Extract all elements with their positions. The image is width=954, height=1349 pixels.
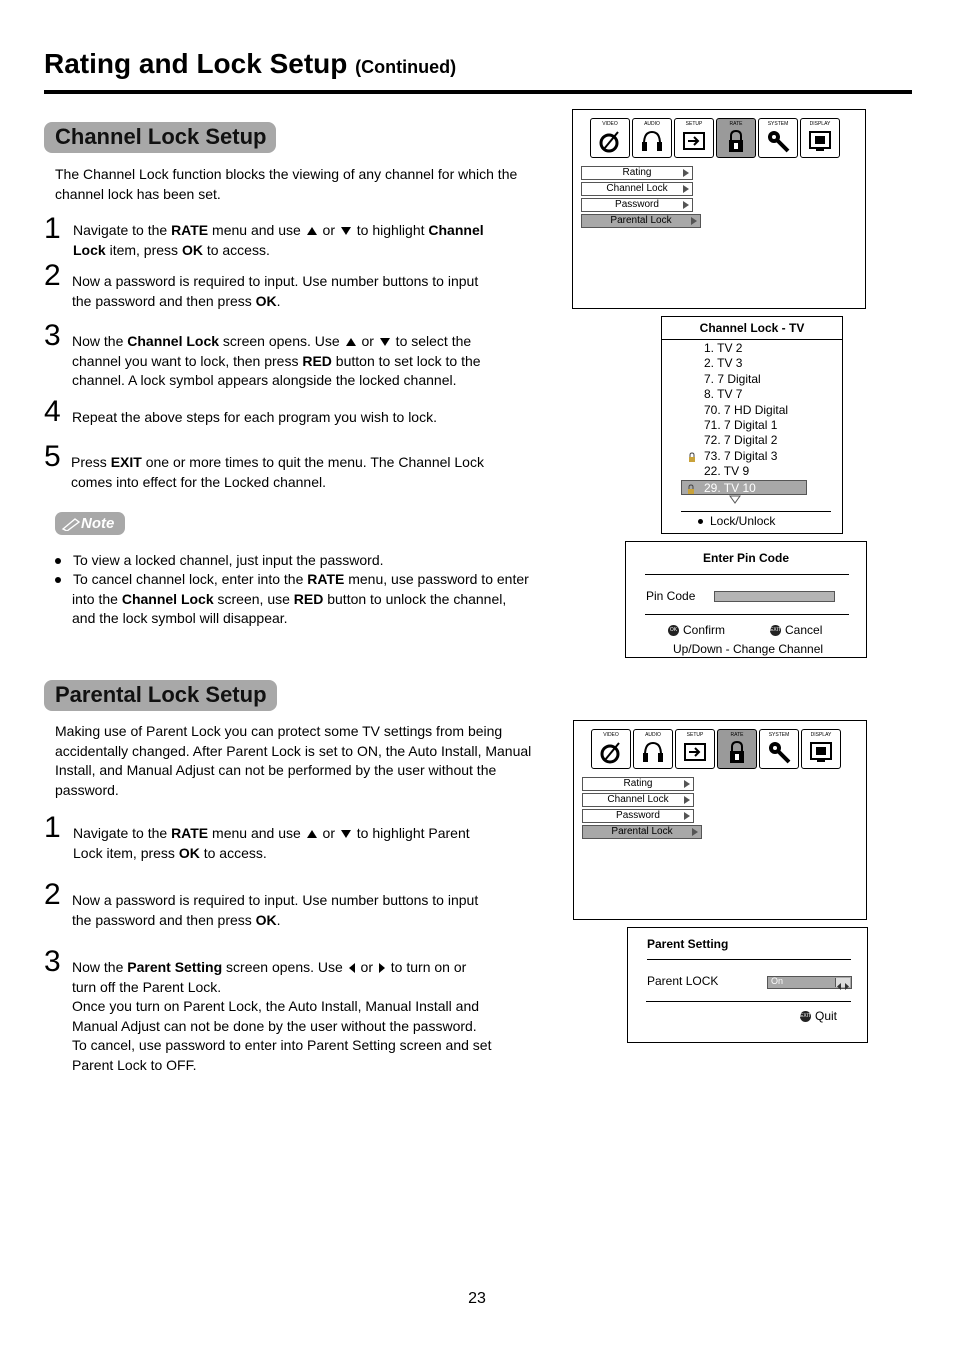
note-1: To view a locked channel, just input the password. [55,551,555,571]
setup-icon[interactable]: SETUP [674,118,714,158]
channel-item[interactable]: 7. 7 Digital [704,371,761,386]
step-number: 5 [44,440,61,473]
pin-dialog-title: Enter Pin Code [702,551,789,565]
channel-list [662,340,842,495]
channel-lock-title: Channel Lock - TV [662,317,842,340]
divider [647,959,851,960]
channel-item[interactable]: 70. 7 HD Digital [704,402,789,417]
channel-item[interactable]: 22. TV 9 [704,464,750,479]
down-arrow-icon [341,830,351,838]
rate-icon[interactable]: RATE [717,729,757,769]
lock-unlock-hint: Lock/Unlock [698,513,775,529]
menu-item-channel-lock[interactable]: Channel Lock [581,182,693,196]
page-number: 23 [468,1290,486,1307]
channel-item[interactable]: 71. 7 Digital 1 [704,417,778,432]
menu-item-channel-lock[interactable]: Channel Lock [582,793,694,807]
step-number: 4 [44,395,61,428]
exit-button-icon: EXIT [800,1011,811,1022]
page-title [44,48,456,80]
ok-button-icon: OK [668,625,679,636]
title-text: Rating and Lock Setup [44,48,348,79]
rate-icon[interactable]: RATE [716,118,756,158]
parent-lock-label: Parent LOCK [647,974,719,988]
cancel-hint[interactable]: EXIT Cancel [770,623,823,637]
video-icon[interactable]: VIDEO [590,118,630,158]
channel-item[interactable]: 72. 7 Digital 2 [704,433,778,448]
pin-code-dialog [625,541,867,658]
left-arrow-icon [349,963,355,973]
channel-item[interactable]: 1. TV 2 [704,341,743,355]
parental-lock-heading: Parental Lock Setup [44,680,277,711]
system-icon[interactable]: SYSTEM [758,118,798,158]
title-suffix: (Continued) [355,57,457,77]
channel-item[interactable]: 8. TV 7 [704,387,743,402]
parental-lock-step-2: Now a password is required to input. Use number buttons to input the password and then press OK. [72,892,479,928]
step-number: 1 [44,212,61,245]
parent-setting-title: Parent Setting [647,937,729,951]
rate-menu-list [582,777,702,841]
left-right-arrows-icon[interactable] [835,978,850,987]
channel-lock-step-3: Now the Channel Lock screen opens. Use or to select the channel you want to lock, then press RED button to set lock to the channel. A lock symbol appears alongside the locked channel. [72,333,481,388]
menu-item-rating[interactable]: Rating [581,166,693,180]
pin-code-input[interactable] [714,591,835,602]
scroll-down-icon[interactable] [729,495,741,504]
menu-item-password[interactable]: Password [582,809,694,823]
lock-icon [687,484,695,494]
step-number: 3 [44,319,61,352]
display-icon[interactable]: DISPLAY [801,729,841,769]
channel-lock-intro: The Channel Lock function blocks the viewing of any channel for which the channel lock has been set. [55,166,518,202]
menu-icon-bar [591,729,841,769]
menu-icon-bar [590,118,840,158]
pin-code-label: Pin Code [646,589,696,603]
divider [646,1001,851,1002]
note-badge [55,512,125,535]
divider [681,511,831,512]
menu-item-parental-lock[interactable]: Parental Lock [581,214,701,228]
menu-item-rating[interactable]: Rating [582,777,694,791]
divider [645,614,849,615]
up-arrow-icon [307,830,317,838]
up-arrow-icon [346,338,356,346]
parental-lock-intro: Making use of Parent Lock you can protect some TV settings from being accidentally changed. After Parent Lock is set to ON, the Auto Install, Manual Install, and Manual Adjust can not be performed by the user without the password. [55,723,532,798]
parental-lock-step-3: Now the Parent Setting screen opens. Use or to turn on or turn off the Parent Lock. Once you turn on Parent Lock, the Auto Install, Manual Install and Manual Adjust can not be done by the user without the password. To cancel, use password to enter into Parent Setting screen and set Parent Lock to OFF. [72,959,492,1073]
confirm-hint[interactable]: OK Confirm [669,623,726,637]
menu-item-password[interactable]: Password [581,198,693,212]
channel-lock-step-1: Navigate to the RATE menu and use or to highlight Channel Lock item, press OK to access. [73,222,484,258]
lock-icon [688,452,696,462]
channel-item[interactable]: 2. TV 3 [704,356,743,371]
red-button-icon [698,519,703,524]
parent-lock-value: On [771,976,784,986]
title-rule [44,90,912,94]
parent-lock-selector[interactable] [767,976,852,989]
exit-button-icon: EXIT [770,625,781,636]
setup-icon[interactable]: SETUP [675,729,715,769]
video-icon[interactable]: VIDEO [591,729,631,769]
divider [645,574,849,575]
rate-menu-screen [572,109,866,309]
parental-lock-step-1: Navigate to the RATE menu and use or to highlight Parent Lock item, press OK to access. [73,825,470,861]
note-label: Note [81,515,115,532]
quit-hint[interactable]: EXIT Quit [800,1009,838,1023]
channel-lock-step-4: Repeat the above steps for each program you wish to lock. [72,409,437,425]
note-2: To cancel channel lock, enter into the RATE menu, use password to enter into the Channel Lock screen, use RED button to unlock the channel, and the lock symbol will disappear. [55,570,555,629]
menu-item-parental-lock[interactable]: Parental Lock [582,825,702,839]
bullet [55,577,61,583]
rate-menu-list [581,166,701,230]
step-number: 2 [44,259,61,292]
display-icon[interactable]: DISPLAY [800,118,840,158]
change-channel-hint: Up/Down - Change Channel [672,642,824,656]
down-arrow-icon [341,227,351,235]
pencil-icon [61,517,81,531]
parent-setting-dialog [627,927,868,1043]
audio-icon[interactable]: AUDIO [632,118,672,158]
bullet [55,558,61,564]
channel-lock-step-2: Now a password is required to input. Use number buttons to input the password and then press OK. [72,273,479,309]
audio-icon[interactable]: AUDIO [633,729,673,769]
step-number: 2 [44,878,61,911]
channel-item-selected[interactable]: 29. TV 10 [681,480,807,495]
step-number: 3 [44,945,61,978]
channel-lock-heading: Channel Lock Setup [44,122,276,153]
channel-lock-screen [661,316,843,534]
rate-menu-screen-2 [573,720,867,920]
channel-lock-step-5: Press EXIT one or more times to quit the menu. The Channel Lock comes into effect for the Locked channel. [71,454,484,490]
right-arrow-icon [379,963,385,973]
down-arrow-icon [380,338,390,346]
system-icon[interactable]: SYSTEM [759,729,799,769]
channel-item-locked[interactable]: 73. 7 Digital 3 [662,449,842,464]
up-arrow-icon [307,227,317,235]
step-number: 1 [44,811,61,844]
